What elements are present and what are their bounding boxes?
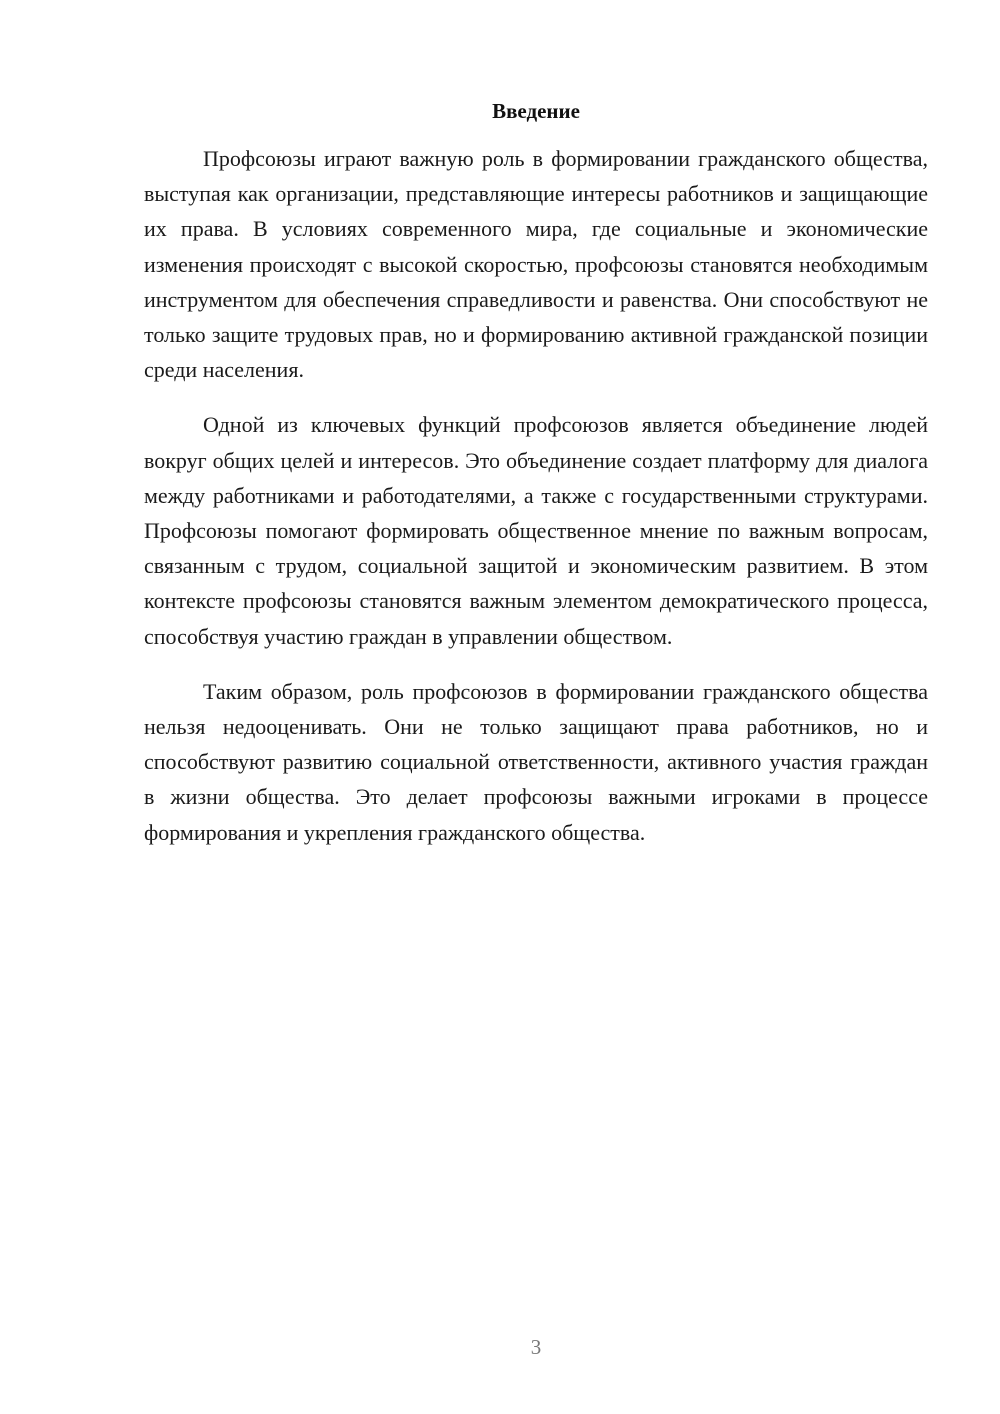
paragraph-3: Таким образом, роль профсоюзов в формировании гражданского общества нельзя недооценивать. Они не только защищают права работников, но и способствуют развитию социальной ответственности, активного участия граждан в жизни общества. Это делает профсоюзы важными игроками в процессе формирования и укрепления гражданского общества. (144, 678, 928, 845)
paragraph-2: Одной из ключевых функций профсоюзов является объединение людей вокруг общих целей и интересов. Это объединение создает платформу для диалога между работниками и работодателями, а также с государственными структурами. Профсоюзы помогают формировать общественное мнение по важным вопросам, связанным с трудом, социальной защитой и экономическим развитием. В этом контексте профсоюзы становятся важным элементом демократического процесса, способствуя участию граждан в управлении обществом. (144, 412, 928, 649)
page-number: 3 (530, 1335, 542, 1359)
body-text (144, 141, 928, 870)
paragraph-1: Профсоюзы играют важную роль в формировании гражданского общества, выступая как организации, представляющие интересы работников и защищающие их права. В условиях современного мира, где социальные и экономические изменения происходят с высокой скоростью, профсоюзы становятся необходимым инструментом для обеспечения справедливости и равенства. Они способствуют не только защите трудовых прав, но и формированию активной гражданской позиции среди населения. (144, 146, 928, 383)
section-heading: Введение (492, 99, 580, 123)
